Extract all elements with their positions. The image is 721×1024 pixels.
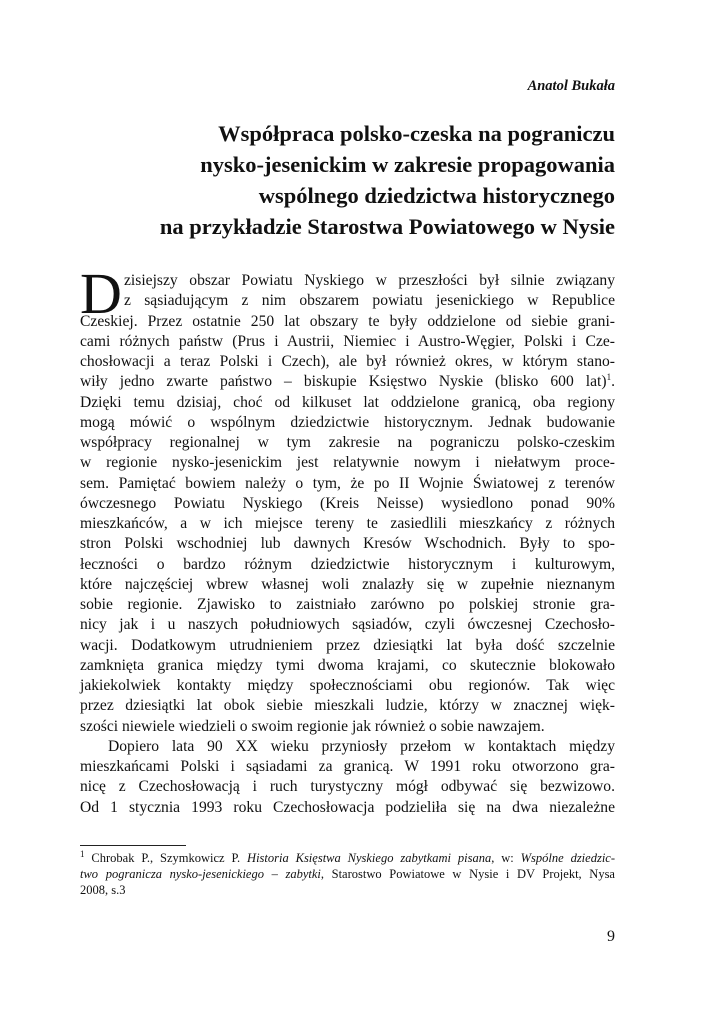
footnote-divider	[80, 845, 186, 846]
footnote-line: 2008, s.3	[80, 883, 126, 897]
title-line: wspólnego dziedzictwa historycznego	[258, 183, 615, 208]
body-line: nicę z Czechosłowacją i ruch turystyczny mógł odbywać się bezwizowo.	[80, 778, 615, 796]
body-line: w regionie nysko-jesenickim jest relatywnie nowym i niełatwym proce-	[80, 454, 615, 472]
drop-cap: D	[80, 261, 122, 326]
footnote-line	[80, 850, 615, 866]
body-line: mogą mówić o wspólnym dziedzictwie historycznym. Jednak budowanie	[80, 413, 615, 431]
body-line-text: .	[611, 373, 615, 391]
body-line: chosłowacji a teraz Polski i Czech), ale był również okres, w którym stano-	[80, 353, 615, 370]
body-line: ówczesnego Powiatu Nyskiego (Kreis Neisse) wysiedlono ponad 90%	[80, 494, 615, 512]
body-line: cami różnych państw (Prus i Austrii, Niemiec i Austro-Węgier, Polski i Cze-	[80, 332, 615, 350]
body-line: sem. Pamiętać bowiem należy o tym, że po II Wojnie Światowej z terenów	[80, 474, 615, 492]
article-body	[80, 261, 615, 818]
body-line: współpracy regionalnej w tym zakresie na pograniczu polsko-czeskim	[80, 434, 615, 451]
body-line: Dzięki temu dzisiaj, choć od kilkuset lat oddzielone granicą, oba regiony	[80, 393, 615, 411]
footnote-line	[80, 866, 615, 882]
body-line: Dopiero lata 90 XX wieku przyniosły przełom w kontaktach między	[108, 737, 615, 755]
body-line: wacji. Dodatkowym utrudnieniem przez dziesiątki lat była dość szczelnie	[80, 636, 615, 654]
title-line: na przykładzie Starostwa Powiatowego w Nysie	[159, 214, 615, 239]
page-number: 9	[607, 928, 615, 945]
body-line: mieszkańców, a w ich miejsce tereny te zasiedlili mieszkańcy z różnych	[80, 515, 615, 532]
article-title	[55, 118, 615, 242]
footnote-number: 1	[80, 848, 85, 859]
body-line-text: wiły jedno zwarte państwo – biskupie Księstwo Nyskie (blisko 600 lat)	[80, 373, 607, 391]
footnote-series: two pogranicza nysko-jesenickiego – zabytki	[80, 867, 321, 881]
footnote-reference[interactable]: 1	[606, 372, 612, 383]
title-line: nysko-jesenickim w zakresie propagowania	[200, 152, 615, 177]
footnote-in: , w:	[491, 851, 521, 865]
footnote-book-title: Historia Księstwa Nyskiego zabytkami pisana	[247, 851, 492, 865]
body-line: mieszkańcami Polski i sąsiadami za granicą. W 1991 roku otworzono gra-	[80, 758, 615, 775]
footnote-series: Wspólne dziedzic-	[520, 851, 616, 865]
body-line: z sąsiadującym z nim obszarem powiatu jesenickiego w Republice	[124, 292, 615, 310]
title-line: Współpraca polsko-czeska na pograniczu	[218, 121, 615, 146]
footnote-publisher: , Starostwo Powiatowe w Nysie i DV Projekt, Nysa	[320, 867, 615, 881]
running-header-author: Anatol Bukała	[527, 78, 615, 94]
footnote	[80, 850, 615, 898]
body-line: które najczęściej wbrew własnej woli znalazły się w zupełnie nieznanym	[80, 575, 615, 593]
body-line: Od 1 stycznia 1993 roku Czechosłowacja podzieliła się na dwa niezależne	[80, 798, 615, 816]
body-line: Czeskiej. Przez ostatnie 250 lat obszary te były oddzielone od siebie grani-	[80, 312, 615, 330]
footnote-authors: Chrobak P., Szymkowicz P.	[91, 851, 248, 865]
body-line: zamknięta granica między tymi dwoma krajami, co skutecznie blokowało	[80, 656, 615, 674]
body-line: nicy jak i u naszych południowych sąsiadów, czyli ówczesnej Czechosło-	[80, 616, 615, 634]
body-line: sobie regionie. Zjawisko to zaistniało zarówno po polskiej stronie gra-	[80, 596, 615, 613]
body-line: stron Polski wschodniej lub dawnych Kresów Wschodnich. Były to spo-	[80, 535, 615, 553]
body-line: łeczności o bardzo różnym dziedzictwie historycznym i kulturowym,	[80, 555, 615, 573]
body-line: przez dziesiątki lat obok siebie mieszkali ludzie, którzy w znacznej więk-	[80, 697, 615, 715]
body-line: jakiekolwiek kontakty między społecznościami obu regionów. Tak więc	[80, 677, 615, 694]
body-line: zisiejszy obszar Powiatu Nyskiego w przeszłości był silnie związany	[124, 272, 615, 289]
body-line-with-footnote	[80, 372, 615, 392]
body-line: szości niewiele wiedzieli o swoim regionie jak również o sobie nawzajem.	[80, 717, 545, 735]
